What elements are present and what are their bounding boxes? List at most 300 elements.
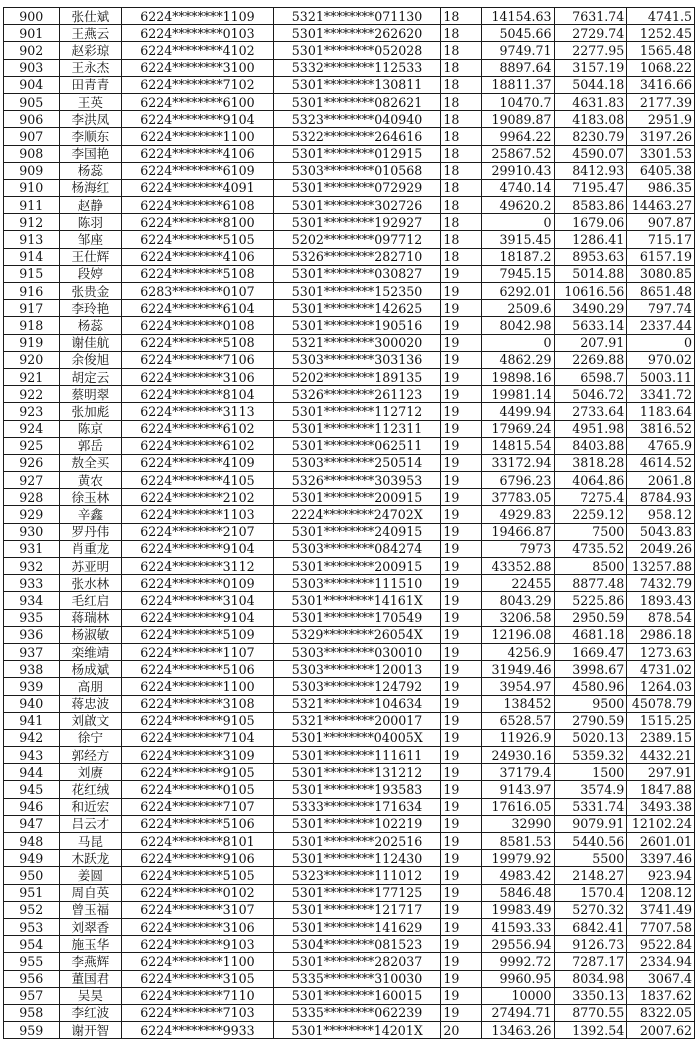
table-row: [4, 197, 695, 214]
amount-a: 4983.42: [481, 867, 554, 884]
amount-a: 10470.7: [481, 93, 554, 110]
row-number: 923: [4, 403, 60, 420]
table-row: [4, 351, 695, 368]
table-row: [4, 592, 695, 609]
amount-b: 207.91: [554, 334, 627, 351]
person-name: 李玲艳: [59, 300, 122, 317]
id-number-masked: 5333********171634: [273, 798, 441, 815]
row-number: 931: [4, 540, 60, 557]
amount-c: 3067.4: [627, 970, 695, 987]
amount-a: 0: [481, 334, 554, 351]
amount-a: 8581.53: [481, 833, 554, 850]
amount-b: 5270.32: [554, 901, 627, 918]
amount-b: 5500: [554, 850, 627, 867]
count-value: 18: [441, 197, 481, 214]
amount-c: 3080.85: [627, 265, 695, 282]
amount-b: 2790.59: [554, 712, 627, 729]
amount-b: 3490.29: [554, 300, 627, 317]
count-value: 18: [441, 128, 481, 145]
amount-a: 25867.52: [481, 145, 554, 162]
person-name: 董国君: [59, 970, 122, 987]
table-row: [4, 815, 695, 832]
count-value: 19: [441, 386, 481, 403]
person-name: 王燕云: [59, 25, 122, 42]
count-value: 19: [441, 489, 481, 506]
amount-c: 1515.25: [627, 712, 695, 729]
row-number: 915: [4, 265, 60, 282]
row-number: 922: [4, 386, 60, 403]
id-number-masked: 5301********112430: [273, 850, 441, 867]
id-number-masked: 5301********131212: [273, 764, 441, 781]
amount-b: 1500: [554, 764, 627, 781]
bank-card-masked: 6283********0107: [122, 283, 274, 300]
amount-c: 2049.26: [627, 540, 695, 557]
amount-a: 43352.88: [481, 558, 554, 575]
table-row: [4, 25, 695, 42]
person-name: 郭岳: [59, 437, 122, 454]
amount-b: 4590.07: [554, 145, 627, 162]
bank-card-masked: 6224********4105: [122, 472, 274, 489]
amount-a: 37783.05: [481, 489, 554, 506]
bank-card-masked: 6224********4106: [122, 248, 274, 265]
amount-b: 6598.7: [554, 368, 627, 385]
row-number: 955: [4, 953, 60, 970]
bank-card-masked: 6224********1100: [122, 128, 274, 145]
amount-b: 8953.63: [554, 248, 627, 265]
count-value: 18: [441, 25, 481, 42]
amount-a: 19983.49: [481, 901, 554, 918]
amount-b: 5440.56: [554, 833, 627, 850]
amount-a: 4740.14: [481, 179, 554, 196]
person-name: 肖重龙: [59, 540, 122, 557]
amount-c: 1565.48: [627, 42, 695, 59]
person-name: 郭经方: [59, 747, 122, 764]
bank-card-masked: 6224********6104: [122, 300, 274, 317]
bank-card-masked: 6224********1100: [122, 953, 274, 970]
count-value: 19: [441, 884, 481, 901]
bank-card-masked: 6224********0109: [122, 575, 274, 592]
amount-a: 9964.22: [481, 128, 554, 145]
table-row: [4, 918, 695, 935]
amount-c: 907.87: [627, 214, 695, 231]
row-number: 930: [4, 523, 60, 540]
amount-c: 45078.79: [627, 695, 695, 712]
amount-c: 3416.66: [627, 76, 695, 93]
table-row: [4, 970, 695, 987]
table-body: [4, 8, 695, 1039]
person-name: 段婷: [59, 265, 122, 282]
id-number-masked: 5303********250514: [273, 454, 441, 471]
amount-c: 2334.94: [627, 953, 695, 970]
row-number: 919: [4, 334, 60, 351]
person-name: 陈京: [59, 420, 122, 437]
amount-a: 13463.26: [481, 1022, 554, 1039]
table-row: [4, 489, 695, 506]
id-number-masked: 5301********072929: [273, 179, 441, 196]
bank-card-masked: 6224********4102: [122, 42, 274, 59]
amount-a: 41593.33: [481, 918, 554, 935]
id-number-masked: 5301********190516: [273, 317, 441, 334]
bank-card-masked: 6224********5105: [122, 231, 274, 248]
amount-b: 7287.17: [554, 953, 627, 970]
count-value: 19: [441, 918, 481, 935]
table-row: [4, 283, 695, 300]
bank-card-masked: 6224********8101: [122, 833, 274, 850]
id-number-masked: 5301********170549: [273, 609, 441, 626]
table-row: [4, 420, 695, 437]
amount-a: 4256.9: [481, 643, 554, 660]
id-number-masked: 5301********012915: [273, 145, 441, 162]
count-value: 19: [441, 953, 481, 970]
row-number: 943: [4, 747, 60, 764]
table-row: [4, 403, 695, 420]
table-row: [4, 42, 695, 59]
id-number-masked: 5335********310030: [273, 970, 441, 987]
count-value: 19: [441, 472, 481, 489]
id-number-masked: 5321********071130: [273, 8, 441, 25]
count-value: 19: [441, 420, 481, 437]
count-value: 19: [441, 764, 481, 781]
table-row: [4, 8, 695, 25]
amount-a: 32990: [481, 815, 554, 832]
amount-b: 8770.55: [554, 1004, 627, 1021]
amount-c: 3197.26: [627, 128, 695, 145]
row-number: 905: [4, 93, 60, 110]
count-value: 19: [441, 747, 481, 764]
bank-card-masked: 6224********7106: [122, 351, 274, 368]
amount-c: 1252.45: [627, 25, 695, 42]
row-number: 935: [4, 609, 60, 626]
person-name: 吕云才: [59, 815, 122, 832]
count-value: 19: [441, 454, 481, 471]
bank-card-masked: 6224********7110: [122, 987, 274, 1004]
amount-c: 1847.88: [627, 781, 695, 798]
row-number: 936: [4, 626, 60, 643]
id-number-masked: 2224********24702X: [273, 506, 441, 523]
amount-b: 3818.28: [554, 454, 627, 471]
count-value: 19: [441, 626, 481, 643]
count-value: 19: [441, 970, 481, 987]
amount-a: 5045.66: [481, 25, 554, 42]
row-number: 946: [4, 798, 60, 815]
amount-c: 2177.39: [627, 93, 695, 110]
count-value: 18: [441, 8, 481, 25]
count-value: 19: [441, 1004, 481, 1021]
amount-b: 5014.88: [554, 265, 627, 282]
count-value: 19: [441, 403, 481, 420]
row-number: 937: [4, 643, 60, 660]
id-number-masked: 5329********26054X: [273, 626, 441, 643]
count-value: 19: [441, 712, 481, 729]
bank-card-masked: 6224********9105: [122, 712, 274, 729]
id-number-masked: 5301********200915: [273, 489, 441, 506]
row-number: 902: [4, 42, 60, 59]
person-name: 邹座: [59, 231, 122, 248]
amount-b: 3157.19: [554, 59, 627, 76]
id-number-masked: 5301********282037: [273, 953, 441, 970]
bank-card-masked: 6224********6102: [122, 437, 274, 454]
bank-card-masked: 6224********5109: [122, 626, 274, 643]
bank-card-masked: 6224********3106: [122, 368, 274, 385]
bank-card-masked: 6224********3100: [122, 59, 274, 76]
id-number-masked: 5301********112712: [273, 403, 441, 420]
amount-c: 923.94: [627, 867, 695, 884]
table-row: [4, 1004, 695, 1021]
amount-c: 8784.93: [627, 489, 695, 506]
amount-a: 19979.92: [481, 850, 554, 867]
amount-c: 4741.5: [627, 8, 695, 25]
amount-a: 14815.54: [481, 437, 554, 454]
person-name: 敖全买: [59, 454, 122, 471]
count-value: 18: [441, 111, 481, 128]
amount-b: 4064.86: [554, 472, 627, 489]
row-number: 947: [4, 815, 60, 832]
amount-c: 1264.03: [627, 678, 695, 695]
person-name: 罗丹伟: [59, 523, 122, 540]
amount-b: 5020.13: [554, 729, 627, 746]
amount-c: 3493.38: [627, 798, 695, 815]
bank-card-masked: 6224********1109: [122, 8, 274, 25]
row-number: 927: [4, 472, 60, 489]
id-number-masked: 5335********062239: [273, 1004, 441, 1021]
row-number: 959: [4, 1022, 60, 1039]
bank-card-masked: 6224********1103: [122, 506, 274, 523]
row-number: 901: [4, 25, 60, 42]
amount-a: 29556.94: [481, 936, 554, 953]
data-table: [3, 7, 695, 1039]
count-value: 18: [441, 231, 481, 248]
amount-c: 7707.58: [627, 918, 695, 935]
amount-a: 19981.14: [481, 386, 554, 403]
table-row: [4, 162, 695, 179]
amount-b: 5044.18: [554, 76, 627, 93]
row-number: 914: [4, 248, 60, 265]
amount-c: 8322.05: [627, 1004, 695, 1021]
amount-b: 4580.96: [554, 678, 627, 695]
table-row: [4, 936, 695, 953]
count-value: 19: [441, 317, 481, 334]
table-row: [4, 93, 695, 110]
row-number: 913: [4, 231, 60, 248]
bank-card-masked: 6224********3107: [122, 901, 274, 918]
id-number-masked: 5303********030010: [273, 643, 441, 660]
row-number: 933: [4, 575, 60, 592]
person-name: 毛红启: [59, 592, 122, 609]
amount-c: 2061.8: [627, 472, 695, 489]
count-value: 19: [441, 987, 481, 1004]
bank-card-masked: 6224********1107: [122, 643, 274, 660]
amount-c: 970.02: [627, 351, 695, 368]
amount-b: 10616.56: [554, 283, 627, 300]
amount-a: 27494.71: [481, 1004, 554, 1021]
amount-b: 1669.47: [554, 643, 627, 660]
count-value: 19: [441, 695, 481, 712]
bank-card-masked: 6224********7103: [122, 1004, 274, 1021]
amount-b: 2729.74: [554, 25, 627, 42]
count-value: 18: [441, 145, 481, 162]
count-value: 18: [441, 248, 481, 265]
row-number: 951: [4, 884, 60, 901]
amount-c: 3397.46: [627, 850, 695, 867]
amount-a: 7973: [481, 540, 554, 557]
person-name: 苏亚明: [59, 558, 122, 575]
row-number: 958: [4, 1004, 60, 1021]
table-row: [4, 609, 695, 626]
amount-a: 19089.87: [481, 111, 554, 128]
amount-c: 1068.22: [627, 59, 695, 76]
amount-b: 5225.86: [554, 592, 627, 609]
count-value: 18: [441, 93, 481, 110]
person-name: 辛鑫: [59, 506, 122, 523]
table-row: [4, 781, 695, 798]
person-name: 杨蕊: [59, 317, 122, 334]
amount-b: 2950.59: [554, 609, 627, 626]
row-number: 934: [4, 592, 60, 609]
id-number-masked: 5301********112311: [273, 420, 441, 437]
person-name: 木跃龙: [59, 850, 122, 867]
amount-a: 0: [481, 214, 554, 231]
person-name: 王永杰: [59, 59, 122, 76]
id-number-masked: 5301********141629: [273, 918, 441, 935]
count-value: 19: [441, 368, 481, 385]
id-number-masked: 5301********193583: [273, 781, 441, 798]
amount-b: 4681.18: [554, 626, 627, 643]
table-row: [4, 248, 695, 265]
amount-a: 18811.37: [481, 76, 554, 93]
person-name: 李洪凤: [59, 111, 122, 128]
bank-card-masked: 6224********8104: [122, 386, 274, 403]
person-name: 赵静: [59, 197, 122, 214]
amount-b: 8034.98: [554, 970, 627, 987]
amount-c: 14463.27: [627, 197, 695, 214]
table-row: [4, 265, 695, 282]
row-number: 956: [4, 970, 60, 987]
amount-c: 5043.83: [627, 523, 695, 540]
amount-b: 6842.41: [554, 918, 627, 935]
id-number-masked: 5301********160015: [273, 987, 441, 1004]
row-number: 948: [4, 833, 60, 850]
count-value: 19: [441, 506, 481, 523]
table-row: [4, 798, 695, 815]
amount-c: 5003.11: [627, 368, 695, 385]
table-row: [4, 231, 695, 248]
count-value: 19: [441, 351, 481, 368]
amount-a: 22455: [481, 575, 554, 592]
id-number-masked: 5321********104634: [273, 695, 441, 712]
bank-card-masked: 6224********9104: [122, 609, 274, 626]
id-number-masked: 5301********102219: [273, 815, 441, 832]
id-number-masked: 5303********084274: [273, 540, 441, 557]
amount-a: 8897.64: [481, 59, 554, 76]
table-row: [4, 953, 695, 970]
amount-a: 33172.94: [481, 454, 554, 471]
row-number: 952: [4, 901, 60, 918]
amount-a: 4499.94: [481, 403, 554, 420]
amount-b: 9500: [554, 695, 627, 712]
bank-card-masked: 6224********6108: [122, 197, 274, 214]
amount-a: 9960.95: [481, 970, 554, 987]
table-row: [4, 214, 695, 231]
count-value: 19: [441, 643, 481, 660]
person-name: 余俊旭: [59, 351, 122, 368]
amount-b: 7500: [554, 523, 627, 540]
amount-c: 4765.9: [627, 437, 695, 454]
amount-b: 2733.64: [554, 403, 627, 420]
bank-card-masked: 6224********7107: [122, 798, 274, 815]
count-value: 18: [441, 59, 481, 76]
amount-c: 986.35: [627, 179, 695, 196]
amount-a: 18187.2: [481, 248, 554, 265]
amount-b: 1679.06: [554, 214, 627, 231]
bank-card-masked: 6224********3108: [122, 695, 274, 712]
amount-a: 5846.48: [481, 884, 554, 901]
row-number: 908: [4, 145, 60, 162]
amount-b: 8403.88: [554, 437, 627, 454]
person-name: 王英: [59, 93, 122, 110]
amount-a: 37179.4: [481, 764, 554, 781]
id-number-masked: 5301********14201X: [273, 1022, 441, 1039]
person-name: 杨成斌: [59, 661, 122, 678]
id-number-masked: 5301********152350: [273, 283, 441, 300]
person-name: 蔡明翠: [59, 386, 122, 403]
table-row: [4, 317, 695, 334]
count-value: 18: [441, 179, 481, 196]
id-number-masked: 5301********121717: [273, 901, 441, 918]
amount-c: 797.74: [627, 300, 695, 317]
person-name: 谢佳航: [59, 334, 122, 351]
bank-card-masked: 6224********5105: [122, 867, 274, 884]
count-value: 19: [441, 798, 481, 815]
table-row: [4, 472, 695, 489]
id-number-masked: 5301********030827: [273, 265, 441, 282]
bank-card-masked: 6224********5108: [122, 334, 274, 351]
table-row: [4, 1022, 695, 1039]
table-row: [4, 76, 695, 93]
amount-a: 7945.15: [481, 265, 554, 282]
amount-c: 13257.88: [627, 558, 695, 575]
amount-a: 17616.05: [481, 798, 554, 815]
row-number: 906: [4, 111, 60, 128]
row-number: 940: [4, 695, 60, 712]
table-row: [4, 867, 695, 884]
amount-c: 4614.52: [627, 454, 695, 471]
person-name: 胡定云: [59, 368, 122, 385]
amount-a: 9749.71: [481, 42, 554, 59]
row-number: 949: [4, 850, 60, 867]
count-value: 19: [441, 850, 481, 867]
row-number: 907: [4, 128, 60, 145]
amount-c: 6157.19: [627, 248, 695, 265]
amount-c: 3816.52: [627, 420, 695, 437]
id-number-masked: 5301********142625: [273, 300, 441, 317]
count-value: 19: [441, 901, 481, 918]
table-row: [4, 506, 695, 523]
bank-card-masked: 6224********3109: [122, 747, 274, 764]
amount-a: 12196.08: [481, 626, 554, 643]
row-number: 957: [4, 987, 60, 1004]
amount-c: 12102.24: [627, 815, 695, 832]
table-row: [4, 128, 695, 145]
amount-b: 4631.83: [554, 93, 627, 110]
table-row: [4, 850, 695, 867]
amount-c: 1837.62: [627, 987, 695, 1004]
amount-b: 2259.12: [554, 506, 627, 523]
person-name: 李燕辉: [59, 953, 122, 970]
id-number-masked: 5301********240915: [273, 523, 441, 540]
amount-c: 1893.43: [627, 592, 695, 609]
amount-c: 2337.44: [627, 317, 695, 334]
person-name: 蒋瑞林: [59, 609, 122, 626]
